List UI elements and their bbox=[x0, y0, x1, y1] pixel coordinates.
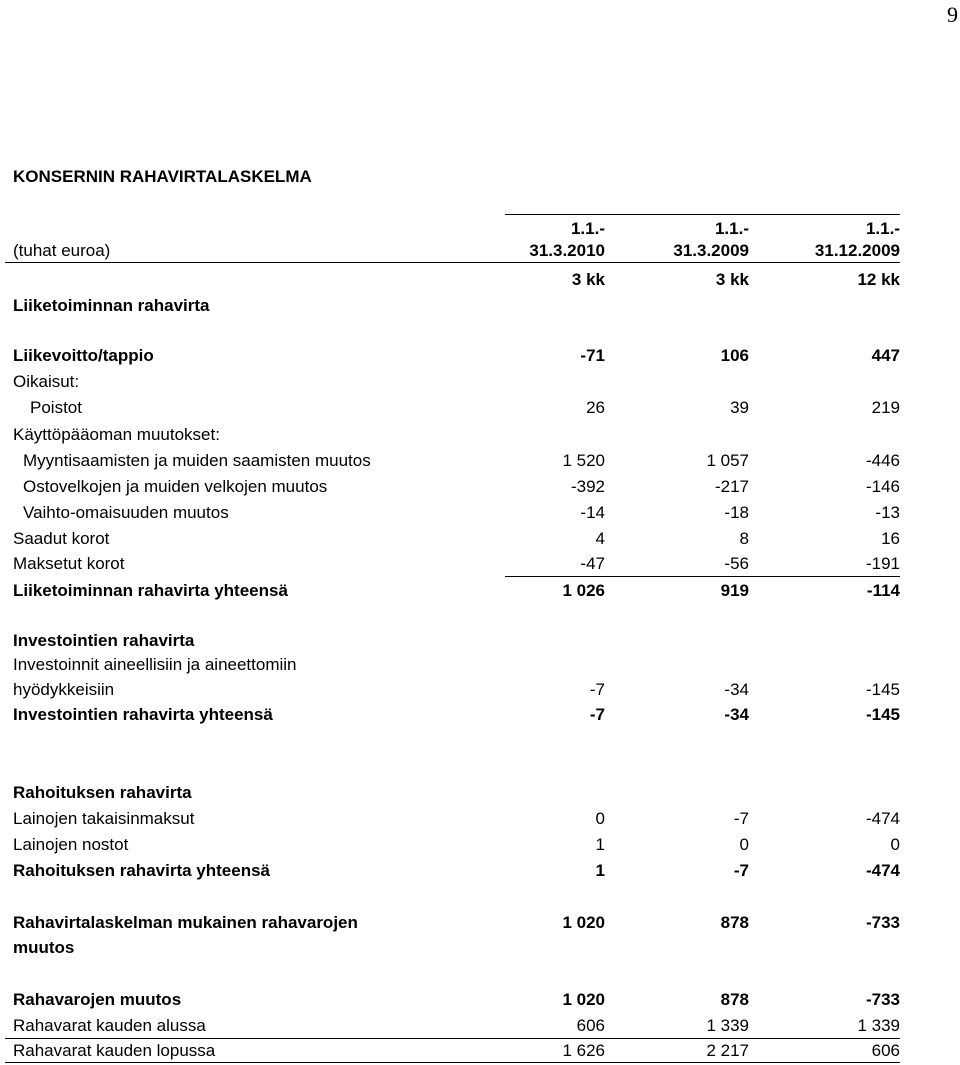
row-label: Rahoituksen rahavirta bbox=[13, 783, 192, 802]
row-label: Rahoituksen rahavirta yhteensä bbox=[13, 861, 270, 880]
table-row bbox=[0, 1040, 960, 1062]
row-value-3: 447 bbox=[871, 346, 900, 365]
row-value-1: 1 020 bbox=[562, 990, 605, 1009]
row-value-3: -733 bbox=[865, 913, 900, 932]
table-row bbox=[0, 397, 960, 419]
row-value-2: -18 bbox=[724, 503, 749, 522]
row-value-3: -13 bbox=[875, 503, 900, 522]
table-row bbox=[0, 450, 960, 472]
section-heading-investing bbox=[0, 630, 960, 652]
column-header-3-line2: 31.12.2009 bbox=[814, 241, 900, 260]
row-value-3: 0 bbox=[890, 835, 900, 854]
table-row bbox=[0, 371, 960, 393]
row-value-3: -145 bbox=[865, 705, 900, 724]
header-top-rule bbox=[505, 214, 900, 215]
row-value-3: -474 bbox=[865, 861, 900, 880]
column-header-3 bbox=[760, 218, 900, 262]
table-row bbox=[0, 553, 960, 575]
row-label: Rahavirtalaskelman mukainen rahavarojen bbox=[13, 913, 358, 932]
row-value-3: 219 bbox=[871, 398, 900, 417]
row-value-1: -7 bbox=[589, 680, 605, 699]
row-value-1: 1 520 bbox=[562, 451, 605, 470]
period-label-2: 3 kk bbox=[715, 270, 749, 289]
column-header-3-line1: 1.1.- bbox=[865, 219, 900, 238]
row-value-2: -34 bbox=[724, 680, 749, 699]
table-row bbox=[0, 860, 960, 882]
row-label: Lainojen nostot bbox=[13, 835, 129, 854]
table-row bbox=[0, 989, 960, 1011]
section-heading-operating: Liiketoiminnan rahavirta bbox=[13, 296, 210, 315]
row-value-3: -146 bbox=[865, 477, 900, 496]
row-value-3: -446 bbox=[865, 451, 900, 470]
row-value-1: 1 026 bbox=[562, 581, 605, 600]
row-value-1: -7 bbox=[589, 705, 605, 724]
row-label: Liikevoitto/tappio bbox=[13, 346, 154, 365]
row-value-1: 1 020 bbox=[562, 913, 605, 932]
section-heading-financing bbox=[0, 782, 960, 804]
row-label: Käyttöpääoman muutokset: bbox=[13, 425, 220, 444]
table-row bbox=[0, 1015, 960, 1037]
row-label: Rahavarat kauden lopussa bbox=[13, 1041, 216, 1060]
table-row bbox=[0, 679, 960, 701]
table-row bbox=[0, 912, 960, 934]
row-label: Investointien rahavirta yhteensä bbox=[13, 705, 273, 724]
period-label-3: 12 kk bbox=[857, 270, 900, 289]
header-bottom-rule bbox=[5, 262, 900, 263]
row-value-2: -217 bbox=[714, 477, 749, 496]
row-value-1: 4 bbox=[595, 529, 605, 548]
table-row bbox=[0, 502, 960, 524]
page-number: 9 bbox=[947, 2, 958, 27]
row-value-2: 919 bbox=[720, 581, 749, 600]
row-label: Liiketoiminnan rahavirta yhteensä bbox=[13, 581, 288, 600]
row-label: Myyntisaamisten ja muiden saamisten muutos bbox=[23, 451, 371, 470]
row-rule bbox=[5, 1038, 900, 1039]
row-value-3: -145 bbox=[865, 680, 900, 699]
row-value-2: 0 bbox=[739, 835, 749, 854]
row-value-2: 878 bbox=[720, 990, 749, 1009]
row-label: Investointien rahavirta bbox=[13, 631, 195, 650]
row-value-1: 1 bbox=[595, 861, 605, 880]
column-header-1 bbox=[465, 218, 605, 262]
table-row bbox=[0, 704, 960, 726]
row-value-1: 0 bbox=[595, 809, 605, 828]
row-value-2: 2 217 bbox=[706, 1041, 749, 1060]
row-value-1: -392 bbox=[570, 477, 605, 496]
row-value-2: 878 bbox=[720, 913, 749, 932]
row-value-2: 1 339 bbox=[706, 1016, 749, 1035]
row-label: Maksetut korot bbox=[13, 554, 125, 573]
row-label: Investoinnit aineellisiin ja aineettomiin bbox=[13, 655, 297, 674]
row-label: muutos bbox=[13, 938, 75, 957]
row-label: Rahavarojen muutos bbox=[13, 990, 182, 1009]
table-row bbox=[0, 424, 960, 446]
row-label: Rahavarat kauden alussa bbox=[13, 1016, 206, 1035]
row-value-1: 606 bbox=[576, 1016, 605, 1035]
row-value-3: -114 bbox=[866, 581, 900, 600]
row-value-1: 1 626 bbox=[562, 1041, 605, 1060]
row-label: Poistot bbox=[30, 398, 82, 417]
row-value-2: -56 bbox=[724, 554, 749, 573]
row-label: Ostovelkojen ja muiden velkojen muutos bbox=[23, 477, 328, 496]
table-row bbox=[0, 528, 960, 550]
row-value-2: -34 bbox=[724, 705, 749, 724]
row-value-2: 106 bbox=[720, 346, 749, 365]
row-value-2: 8 bbox=[739, 529, 749, 548]
table-row-continuation bbox=[0, 937, 960, 959]
row-value-2: 1 057 bbox=[706, 451, 749, 470]
row-value-3: -191 bbox=[865, 554, 900, 573]
final-rule bbox=[5, 1062, 900, 1063]
table-row bbox=[0, 808, 960, 830]
table-row bbox=[0, 834, 960, 856]
row-label: Saadut korot bbox=[13, 529, 110, 548]
statement-title: KONSERNIN RAHAVIRTALASKELMA bbox=[13, 167, 312, 186]
row-value-3: 606 bbox=[871, 1041, 900, 1060]
row-value-3: -733 bbox=[865, 990, 900, 1009]
column-header-2-line1: 1.1.- bbox=[714, 219, 749, 238]
row-label: hyödykkeisiin bbox=[13, 680, 115, 699]
row-value-3: 16 bbox=[881, 529, 900, 548]
table-row bbox=[0, 580, 960, 602]
table-row bbox=[0, 345, 960, 367]
row-value-1: -14 bbox=[580, 503, 605, 522]
row-value-1: 26 bbox=[586, 398, 605, 417]
row-value-3: 1 339 bbox=[857, 1016, 900, 1035]
subtotal-rule bbox=[505, 576, 900, 577]
row-value-1: -71 bbox=[580, 346, 605, 365]
table-row bbox=[0, 654, 960, 676]
row-value-3: -474 bbox=[865, 809, 900, 828]
row-label: Vaihto-omaisuuden muutos bbox=[23, 503, 229, 522]
column-header-2 bbox=[609, 218, 749, 262]
period-label-1: 3 kk bbox=[571, 270, 605, 289]
column-header-1-line1: 1.1.- bbox=[570, 219, 605, 238]
row-value-1: -47 bbox=[580, 554, 605, 573]
column-header-2-line2: 31.3.2009 bbox=[673, 241, 749, 260]
row-value-2: -7 bbox=[733, 809, 749, 828]
row-label: Lainojen takaisinmaksut bbox=[13, 809, 195, 828]
row-value-2: -7 bbox=[733, 861, 749, 880]
table-row bbox=[0, 476, 960, 498]
row-label: Oikaisut: bbox=[13, 372, 80, 391]
column-header-1-line2: 31.3.2010 bbox=[529, 241, 605, 260]
row-value-2: 39 bbox=[730, 398, 749, 417]
row-value-1: 1 bbox=[595, 835, 605, 854]
units-label: (tuhat euroa) bbox=[13, 241, 111, 260]
